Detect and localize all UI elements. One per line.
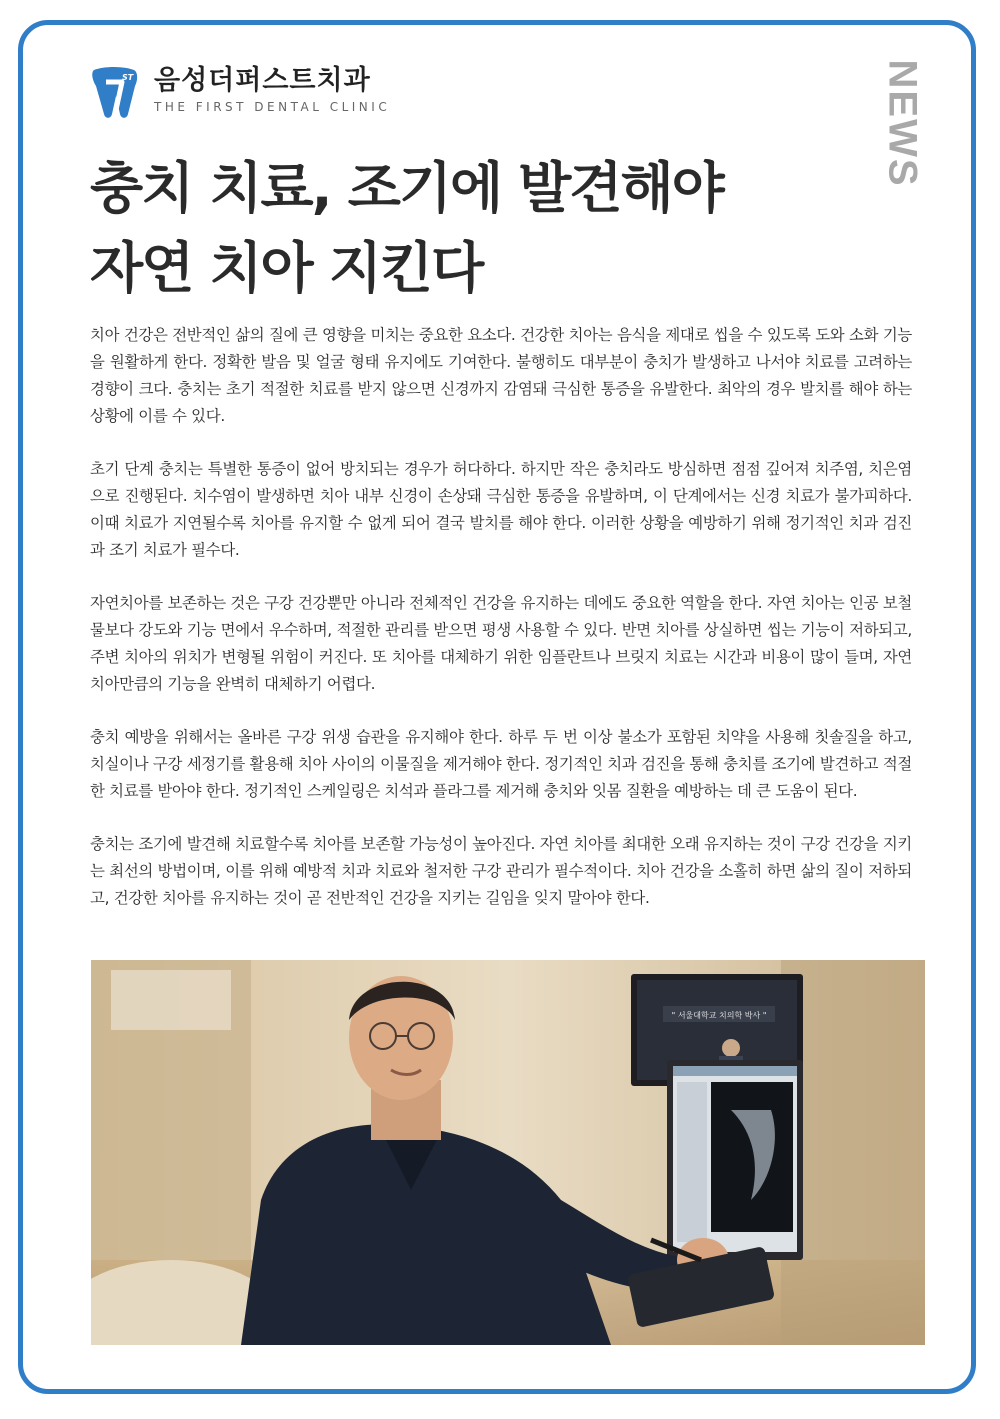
paragraph-4: 충치 예방을 위해서는 올바른 구강 위생 습관을 유지해야 한다. 하루 두 번 이상 불소가 포함된 치약을 사용해 칫솔질을 하고, 치실이나 구강 세정기를 활용해 치아 사이의 이물질을 제거해야 한다. 정기적인 치과 검진을 통해 충치를 조기에 발견하고 적절한 치료를 받아야 한다. 정기적인 스케일링은 치석과 플라그를 제거해 충치와 잇몸 질환을 예방하는 데 큰 도움이 된다. [90,728,912,800]
logo-badge: ST [122,73,134,82]
article-title-line-2: 자연 치아 지킨다 [90,236,483,300]
tooth-logo-icon [88,66,140,120]
article-photo [91,960,925,1345]
monitor-caption: " 서울대학교 치의학 박사 " [671,1011,767,1020]
news-tag-label: NEWS [880,59,925,187]
article-title [90,148,890,308]
clinic-logo [88,66,390,120]
paragraph-3: 자연치아를 보존하는 것은 구강 건강뿐만 아니라 전체적인 건강을 유지하는 데에도 중요한 역할을 한다. 자연 치아는 인공 보철물보다 강도와 기능 면에서 우수하며, 적절한 관리를 받으면 평생 사용할 수 있다. 반면 치아를 상실하면 씹는 기능이 저하되고, 주변 치아의 위치가 변형될 위험이 커진다. 또 치아를 대체하기 위한 임플란트나 브릿지 치료는 시간과 비용이 많이 들며, 자연 치아만큼의 기능을 완벽히 대체하기 어렵다. [90,594,912,693]
dentist-photo-illustration [91,960,925,1345]
paragraph-1: 치아 건강은 전반적인 삶의 질에 큰 영향을 미치는 중요한 요소다. 건강한 치아는 음식을 제대로 씹을 수 있도록 도와 소화 기능을 원활하게 한다. 정확한 발음 및 얼굴 형태 유지에도 기여한다. 불행히도 대부분이 충치가 발생하고 나서야 치료를 고려하는 경향이 크다. 충치는 초기 적절한 치료를 받지 않으면 신경까지 감염돼 극심한 통증을 유발한다. 최악의 경우 발치를 해야 하는 상황에 이를 수 있다. [90,326,912,425]
paragraph-5: 충치는 조기에 발견해 치료할수록 치아를 보존할 가능성이 높아진다. 자연 치아를 최대한 오래 유지하는 것이 구강 건강을 지키는 최선의 방법이며, 이를 위해 예방적 치과 치료와 철저한 구강 관리가 필수적이다. 치아 건강을 소홀히 하면 삶의 질이 저하되고, 건강한 치아를 유지하는 것이 곧 전반적인 건강을 지키는 길임을 잊지 말아야 한다. [90,835,912,907]
article-title-line-1: 충치 치료, 조기에 발견해야 [90,156,723,220]
clinic-subtitle: THE FIRST DENTAL CLINIC [154,100,391,114]
clinic-name: 음성더퍼스트치과 [154,65,371,96]
article-body [90,322,912,938]
front-monitor [667,1060,803,1260]
paragraph-2: 초기 단계 충치는 특별한 통증이 없어 방치되는 경우가 허다하다. 하지만 작은 충치라도 방심하면 점점 깊어져 치주염, 치은염으로 진행된다. 치수염이 발생하면 치아 내부 신경이 손상돼 극심한 통증을 유발하며, 이 단계에서는 신경 치료가 불가피하다. 이때 치료가 지연될수록 치아를 유지할 수 없게 되어 결국 발치를 해야 한다. 이러한 상황을 예방하기 위해 정기적인 치과 검진과 조기 치료가 필수다. [90,460,912,559]
